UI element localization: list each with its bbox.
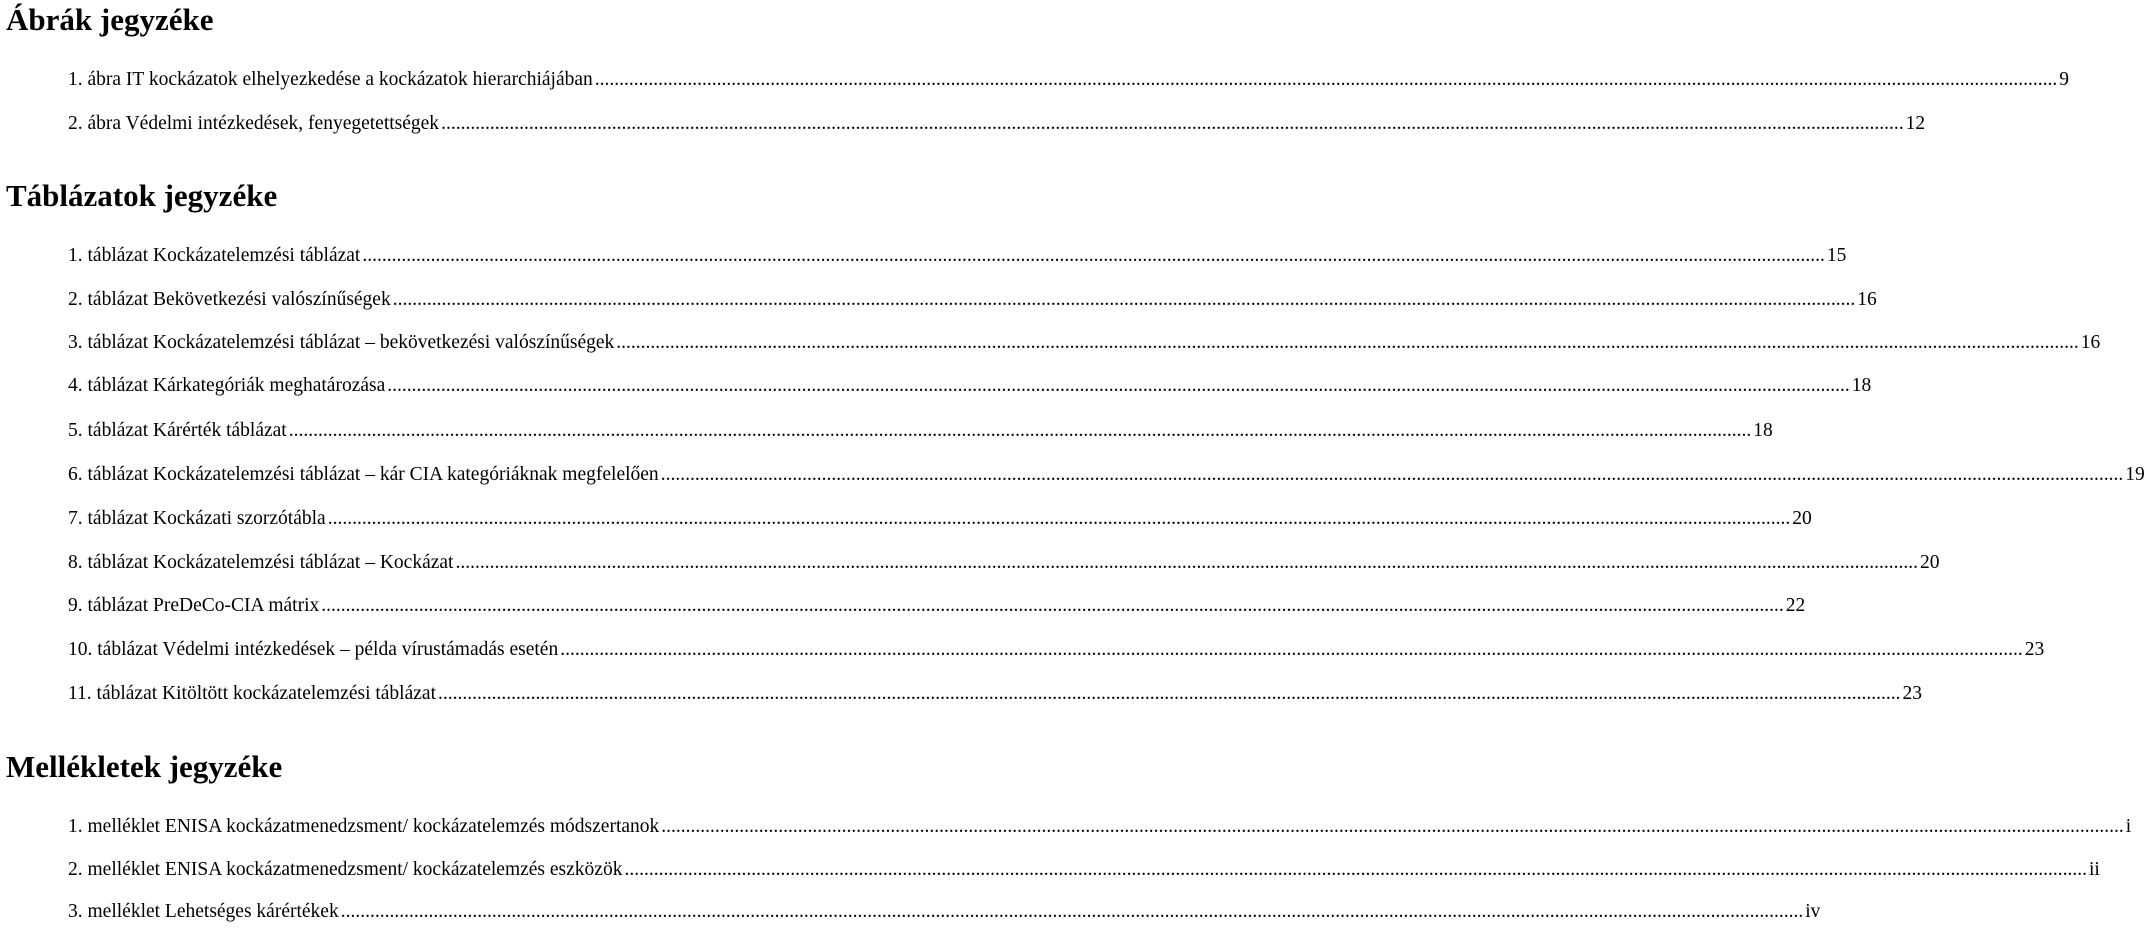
entry-page-number: 22 xyxy=(1785,595,1806,616)
toc-entry-table-11[interactable] xyxy=(68,681,1922,707)
dot-leader: ............................................................................................................................................................................................................................................................................................................ xyxy=(340,901,1804,922)
entry-label: 1. táblázat Kockázatelemzési táblázat xyxy=(68,245,361,266)
toc-entry-figure-2[interactable] xyxy=(68,111,1926,137)
entry-page-number: 9 xyxy=(2059,69,2070,90)
dot-leader: ............................................................................................................................................................................................................................................................................................................ xyxy=(327,508,1791,529)
toc-entry-appendix-3[interactable] xyxy=(68,899,1821,925)
toc-entry-table-8[interactable] xyxy=(68,550,1940,576)
toc-entry-table-2[interactable] xyxy=(68,287,1877,313)
dot-leader: ............................................................................................................................................................................................................................................................................................................ xyxy=(616,332,2079,353)
tables-heading: Táblázatok jegyzéke xyxy=(6,178,278,213)
entry-label: 11. táblázat Kitöltött kockázatelemzési táblázat xyxy=(68,683,436,704)
entry-page-number: 16 xyxy=(2080,332,2101,353)
entry-label: 2. melléklet ENISA kockázatmenedzsment/ kockázatelemzés eszközök xyxy=(68,859,623,880)
entry-label: 8. táblázat Kockázatelemzési táblázat – Kockázat xyxy=(68,552,454,573)
entry-label: 2. táblázat Bekövetkezési valószínűségek xyxy=(68,289,391,310)
entry-page-number: 18 xyxy=(1851,375,1872,396)
entry-page-number: ii xyxy=(2088,859,2100,880)
entry-label: 5. táblázat Kárérték táblázat xyxy=(68,420,287,441)
entry-label: 2. ábra Védelmi intézkedések, fenyegetettségek xyxy=(68,113,440,134)
entry-label: 9. táblázat PreDeCo-CIA mátrix xyxy=(68,595,320,616)
toc-entry-table-4[interactable] xyxy=(68,373,1872,399)
entry-label: 4. táblázat Kárkategóriák meghatározása xyxy=(68,375,386,396)
dot-leader: ............................................................................................................................................................................................................................................................................................................ xyxy=(321,595,1784,616)
entry-page-number: 12 xyxy=(1905,113,1926,134)
dot-leader: ............................................................................................................................................................................................................................................................................................................ xyxy=(624,859,2087,880)
entry-page-number: 16 xyxy=(1857,289,1877,310)
entry-label: 3. melléklet Lehetséges kárértékek xyxy=(68,901,339,922)
toc-entry-appendix-2[interactable] xyxy=(68,857,2100,883)
dot-leader: ............................................................................................................................................................................................................................................................................................................ xyxy=(387,375,1850,396)
toc-entry-table-10[interactable] xyxy=(68,637,2045,663)
toc-entry-figure-1[interactable] xyxy=(68,67,2070,93)
entry-label: 3. táblázat Kockázatelemzési táblázat – bekövetkezési valószínűségek xyxy=(68,332,615,353)
entry-page-number: 23 xyxy=(2024,639,2045,660)
entry-page-number: 18 xyxy=(1753,420,1773,441)
entry-page-number: 23 xyxy=(1902,683,1922,704)
toc-entry-table-1[interactable] xyxy=(68,243,1847,269)
entry-page-number: 15 xyxy=(1826,245,1847,266)
entry-label: 1. melléklet ENISA kockázatmenedzsment/ kockázatelemzés módszertanok xyxy=(68,816,660,837)
toc-entry-appendix-1[interactable] xyxy=(68,814,2132,840)
dot-leader: ............................................................................................................................................................................................................................................................................................................ xyxy=(441,113,1904,134)
entry-label: 7. táblázat Kockázati szorzótábla xyxy=(68,508,326,529)
entry-page-number: 20 xyxy=(1919,552,1940,573)
entry-page-number: i xyxy=(2125,816,2132,837)
entry-label: 1. ábra IT kockázatok elhelyezkedése a kockázatok hierarchiájában xyxy=(68,69,593,90)
toc-entry-table-6[interactable] xyxy=(68,462,2145,488)
entry-page-number: 19 xyxy=(2125,464,2145,485)
dot-leader: ............................................................................................................................................................................................................................................................................................................ xyxy=(660,464,2124,485)
dot-leader: ............................................................................................................................................................................................................................................................................................................ xyxy=(594,69,2058,90)
toc-entry-table-9[interactable] xyxy=(68,593,1806,619)
dot-leader: ............................................................................................................................................................................................................................................................................................................ xyxy=(392,289,1856,310)
toc-entry-table-5[interactable] xyxy=(68,418,1773,444)
entry-label: 10. táblázat Védelmi intézkedések – példa vírustámadás esetén xyxy=(68,639,559,660)
dot-leader: ............................................................................................................................................................................................................................................................................................................ xyxy=(362,245,1825,266)
dot-leader: ............................................................................................................................................................................................................................................................................................................ xyxy=(560,639,2023,660)
dot-leader: ............................................................................................................................................................................................................................................................................................................ xyxy=(455,552,1918,573)
entry-label: 6. táblázat Kockázatelemzési táblázat – kár CIA kategóriáknak megfelelően xyxy=(68,464,659,485)
appendices-heading: Mellékletek jegyzéke xyxy=(6,749,283,784)
dot-leader: ............................................................................................................................................................................................................................................................................................................ xyxy=(288,420,1752,441)
dot-leader: ............................................................................................................................................................................................................................................................................................................ xyxy=(661,816,2124,837)
figures-heading: Ábrák jegyzéke xyxy=(6,2,214,37)
dot-leader: ............................................................................................................................................................................................................................................................................................................ xyxy=(438,683,1901,704)
toc-entry-table-3[interactable] xyxy=(68,330,2101,356)
toc-entry-table-7[interactable] xyxy=(68,506,1812,532)
entry-page-number: 20 xyxy=(1792,508,1812,529)
entry-page-number: iv xyxy=(1805,901,1821,922)
